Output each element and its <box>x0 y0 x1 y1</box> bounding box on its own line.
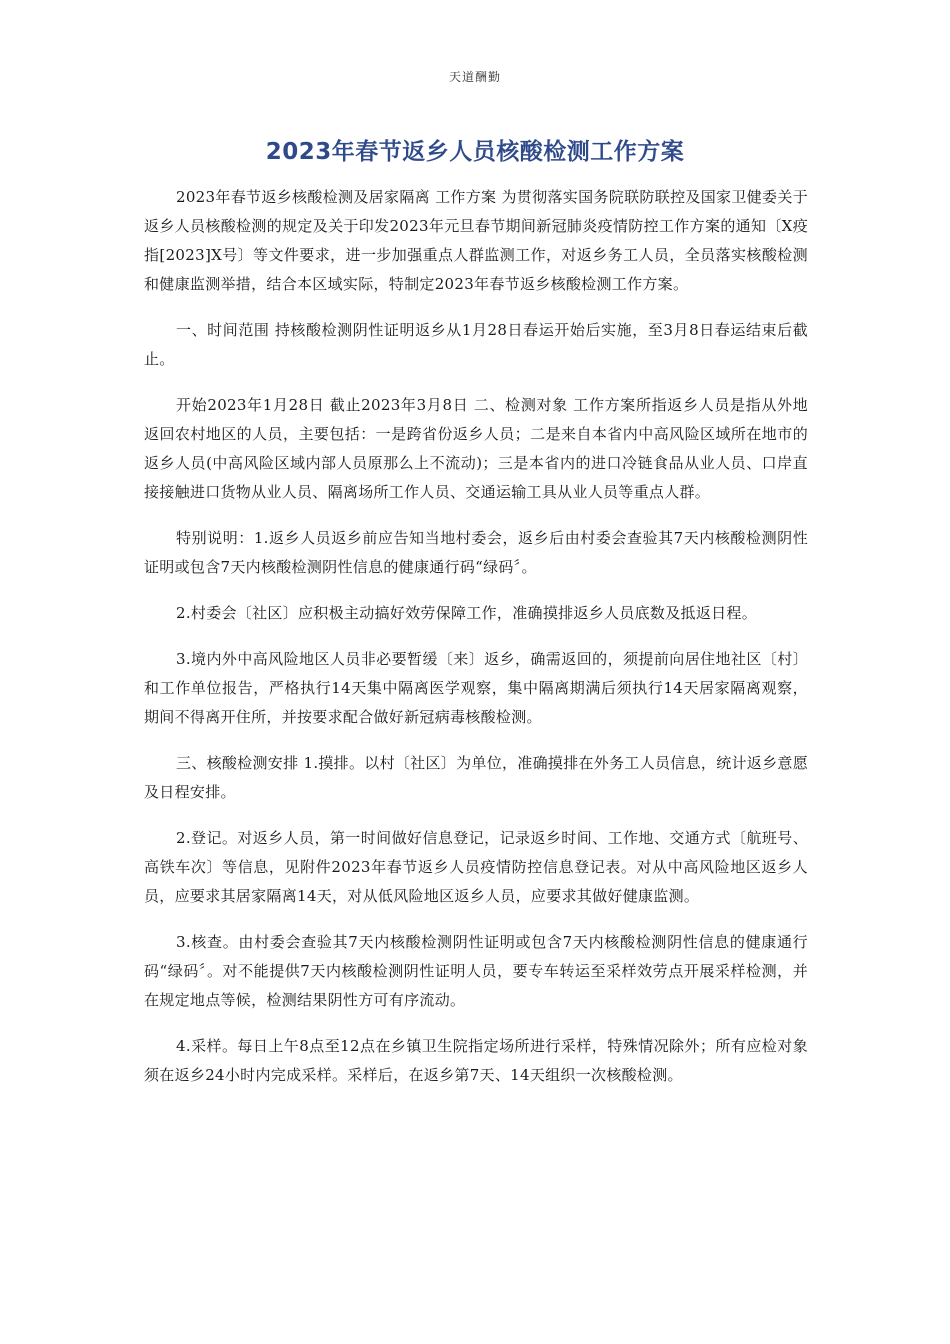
document-title: 2023年春节返乡人员核酸检测工作方案 <box>265 139 685 165</box>
paragraph-arrangement-sampling: 4.采样。每日上午8点至12点在乡镇卫生院指定场所进行采样，特殊情况除外；所有应检对象须在返乡24小时内完成采样。采样后，在返乡第7天、14天组织一次核酸检测。 <box>144 1037 808 1084</box>
paragraph-arrangement-verification: 3.核查。由村委会查验其7天内核酸检测阴性证明或包含7天内核酸检测阴性信息的健康通行码“绿码〞。对不能提供7天内核酸检测阴性证明人员，要专车转运至采样效劳点开展采样检测，并在规定地点等候，检测结果阴性方可有序流动。 <box>144 933 808 1009</box>
paragraph-special-note-3: 3.境内外中高风险地区人员非必要暂缓〔来〕返乡，确需返回的，须提前向居住地社区〔村〕和工作单位报告，严格执行14天集中隔离医学观察，集中隔离期满后须执行14天居家隔离观察，期间不得离开住所，并按要求配合做好新冠病毒核酸检测。 <box>144 650 808 726</box>
paragraph-time-range: 一、时间范围 持核酸检测阴性证明返乡从1月28日春运开始后实施，至3月8日春运结束后截止。 <box>144 321 808 368</box>
header-note: 天道酬勤 <box>448 70 501 84</box>
paragraph-test-targets: 开始2023年1月28日 截止2023年3月8日 二、检测对象 工作方案所指返乡人员是指从外地返回农村地区的人员，主要包括：一是跨省份返乡人员；二是来自本省内中高风险区域所在地市的返乡人员(中高风险区域内部人员原那么上不流动)；三是本省内的进口冷链食品从业人员、口岸直接接触进口货物从业人员、隔离场所工作人员、交通运输工具从业人员等重点人群。 <box>144 396 808 501</box>
paragraph-arrangement-registration: 2.登记。对返乡人员，第一时间做好信息登记，记录返乡时间、工作地、交通方式〔航班号、高铁车次〕等信息，见附件2023年春节返乡人员疫情防控信息登记表。对从中高风险地区返乡人员，应要求其居家隔离14天，对从低风险地区返乡人员，应要求其做好健康监测。 <box>144 829 808 905</box>
document-body <box>144 183 808 1107</box>
paragraph-special-note-2: 2.村委会〔社区〕应积极主动搞好效劳保障工作，准确摸排返乡人员底数及抵返日程。 <box>176 604 758 622</box>
paragraph-arrangement-survey: 三、核酸检测安排 1.摸排。以村〔社区〕为单位，准确摸排在外务工人员信息，统计返乡意愿及日程安排。 <box>144 754 808 801</box>
paragraph-intro: 2023年春节返乡核酸检测及居家隔离 工作方案 为贯彻落实国务院联防联控及国家卫健委关于返乡人员核酸检测的规定及关于印发2023年元旦春节期间新冠肺炎疫情防控工作方案的通知〔X疫指[2023]X号〕等文件要求，进一步加强重点人群监测工作，对返乡务工人员，全员落实核酸检测和健康监测举措，结合本区域实际，特制定2023年春节返乡核酸检测工作方案。 <box>144 188 808 293</box>
paragraph-special-note-1: 特别说明：1.返乡人员返乡前应告知当地村委会，返乡后由村委会查验其7天内核酸检测阴性证明或包含7天内核酸检测阴性信息的健康通行码“绿码〞。 <box>144 529 808 576</box>
